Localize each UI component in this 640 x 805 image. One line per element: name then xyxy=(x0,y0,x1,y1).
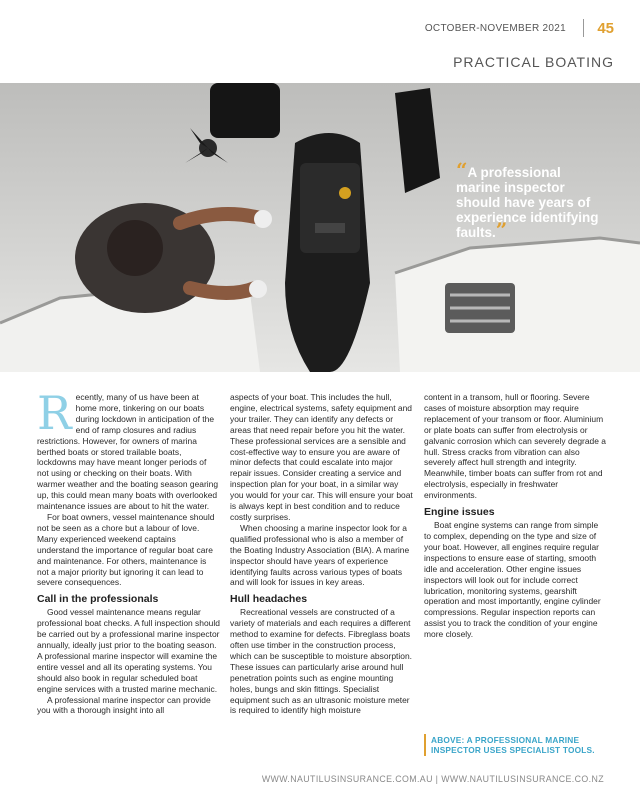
article-body xyxy=(37,386,607,762)
article-paragraph: Boat engine systems can range from simple to complex, depending on the type and size of your boat. However, all engines require regular inspections to ensure ease of starting, smooth idle and acceleration. Other engine issues inspectors will look out for include correct lubrication, monitoring systems, gearshift operation and most importantly, engine cylinder compressions. Regular inspection reports can assist you to track the condition of your engine more closely. xyxy=(424,520,601,640)
mechanic-head xyxy=(107,220,163,276)
article-column-3 xyxy=(424,392,607,640)
article-paragraph: When choosing a marine inspector look for a qualified professional who is also a member of the Boating Industry Association (BIA). A marine inspector should have years of experience identifying faults across various types of boats and will look for issues in key areas. xyxy=(230,522,410,588)
footer-website-links[interactable]: WWW.NAUTILUSINSURANCE.COM.AU | WWW.NAUTILUSINSURANCE.CO.NZ xyxy=(261,774,604,784)
article-paragraph: aspects of your boat. This includes the hull, engine, electrical systems, safety equipment and your trailer. They can identify any defects or areas that need repair before you hit the water. These professional services are a sensible and cost-effective way to ensure you are aware of minor defects that could escalate into major repair issues. Consider creating a service and inspection plan for your boat, in a similar way you would for your car. This will ensure your boat is always kept in best condition and to reduce costly surprises. xyxy=(230,392,413,522)
mechanic-arm xyxy=(180,214,260,223)
photo-caption: ABOVE: A PROFESSIONAL MARINE INSPECTOR USES SPECIALIST TOOLS. xyxy=(431,735,595,755)
paragraph-text: ecently, many of us have been at home more, tinkering on our boats during lockdown in anticipation of the end of ramp closures and radius restrictions. However, for owners of marina berthed boats or stored trailable boats, lockdowns may have meant longer periods of not using or checking on their boats. With warmer weather and the boating season gearing up, this could mean many boats with overlooked maintenance issues are about to hit the water. xyxy=(37,392,219,512)
article-paragraph: Good vessel maintenance means regular professional boat checks. A full inspection should be carried out by a professional marine inspector annually, ideally just prior to the boating season. A professional marine inspector will examine the entire vessel and all its operating systems. You should also book in regular scheduled boat engine services with a trusted marine mechanic. xyxy=(37,607,220,694)
outboard-cover xyxy=(395,88,440,193)
subheading-hull-headaches: Hull headaches xyxy=(230,593,308,606)
article-paragraph: content in a transom, hull or flooring. Severe cases of moisture absorption may require replacement of your transom or floor. Aluminium or plate boats can suffer from electrolysis or galvanic corrosion which can severely degrade a hull. Stress cracks from vibration can also severely affect hull strength and integrity. Meanwhile, timber boats can suffer from rot and electrolysis, especially in freshwater environments. xyxy=(424,392,606,501)
subheading-engine-issues: Engine issues xyxy=(424,506,495,519)
pull-quote xyxy=(456,158,606,242)
article-column-2 xyxy=(230,392,413,716)
drop-cap: R xyxy=(37,386,72,440)
header-separator xyxy=(583,19,584,37)
engine-cowling xyxy=(210,83,280,138)
boat-deck-right xyxy=(395,238,640,372)
glove-right xyxy=(249,280,267,298)
subheading-call-in-professionals: Call in the professionals xyxy=(37,593,159,606)
caption-accent-bar xyxy=(424,734,426,756)
article-paragraph xyxy=(37,386,220,512)
article-paragraph: A professional marine inspector can provide you with a thorough insight into all xyxy=(37,694,211,716)
pull-quote-text: A professional marine inspector should have years of experience identifying faults. xyxy=(456,165,599,240)
page-number: 45 xyxy=(597,20,614,37)
article-paragraph: Recreational vessels are constructed of a variety of materials and each requires a different method to examine for defects. Fibreglass boats often use timber in the construction process, which can be susceptible to moisture absorption. These issues can particularly arise around hull penetration points such as engine mounting holes, bungs and skin fittings. Specialist equipment such as an ultrasonic moisture meter is required to identify high moisture xyxy=(230,607,412,716)
header-issue: OCTOBER-NOVEMBER 2021 xyxy=(424,23,566,34)
glove-left xyxy=(254,210,272,228)
section-title: PRACTICAL BOATING xyxy=(453,54,614,70)
article-paragraph: For boat owners, vessel maintenance should not be seen as a chore but a labour of love. Many experienced weekend captains understand the importance of regular boat care and maintenance. For others, maintenance is not a major priority but ignoring it can lead to severe consequences. xyxy=(37,511,215,588)
quote-open-mark: “ xyxy=(456,158,468,182)
quote-close-mark: ” xyxy=(495,218,508,242)
article-column-1 xyxy=(37,386,220,716)
